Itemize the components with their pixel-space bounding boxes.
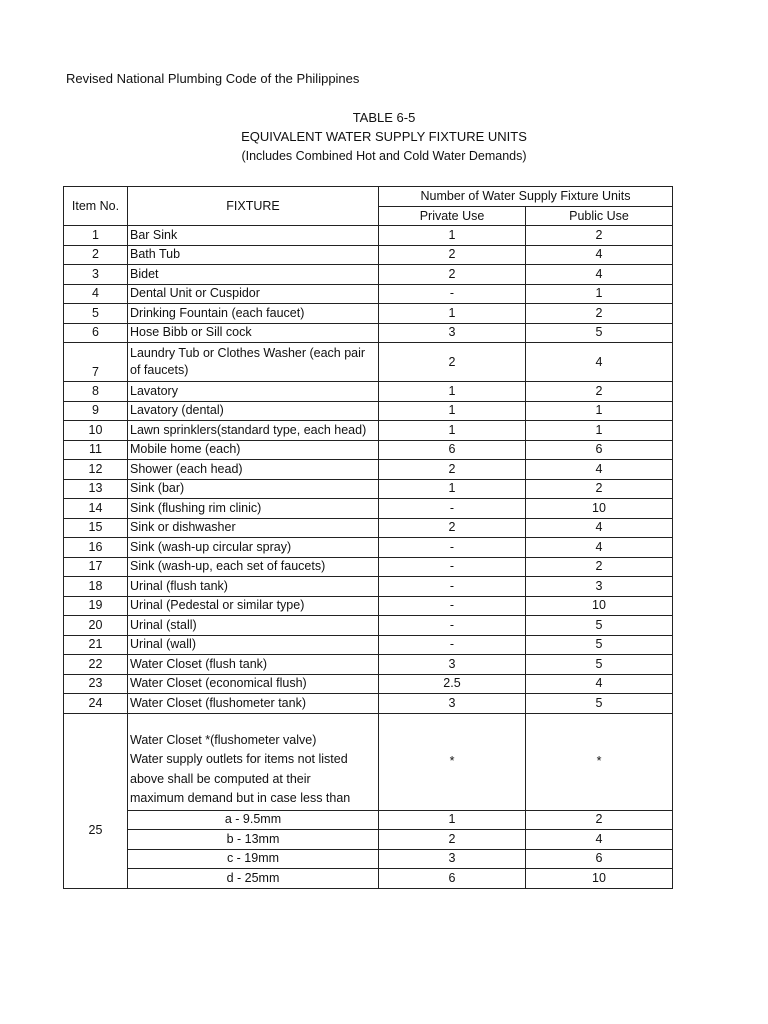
table-number: TABLE 6-5 <box>352 110 416 125</box>
private-use-cell: - <box>379 557 526 577</box>
private-use-cell: 1 <box>379 421 526 441</box>
size-cell: d - 25mm <box>128 869 379 889</box>
fixture-cell: Lawn sprinklers(standard type, each head) <box>128 421 379 441</box>
fixture-cell: Sink (flushing rim clinic) <box>128 499 379 519</box>
table-subrow <box>64 830 673 850</box>
public-use-cell: 4 <box>526 830 673 850</box>
item-no-cell: 15 <box>64 518 128 538</box>
private-use-cell: - <box>379 616 526 636</box>
table-row <box>64 499 673 519</box>
public-use-cell: 4 <box>526 343 673 382</box>
item-no-cell: 14 <box>64 499 128 519</box>
private-use-cell: 2 <box>379 265 526 285</box>
document-header: Revised National Plumbing Code of the Philippines <box>66 71 360 86</box>
public-use-cell: 4 <box>526 538 673 558</box>
table-row <box>64 284 673 304</box>
fixture-cell: Hose Bibb or Sill cock <box>128 323 379 343</box>
private-use-cell: - <box>379 538 526 558</box>
fixture-cell: Mobile home (each) <box>128 440 379 460</box>
size-cell: b - 13mm <box>128 830 379 850</box>
public-use-cell: 5 <box>526 616 673 636</box>
public-use-cell: 4 <box>526 460 673 480</box>
fixture-line: Water supply outlets for items not listed <box>130 752 348 766</box>
fixture-cell: Shower (each head) <box>128 460 379 480</box>
private-use-cell: 1 <box>379 810 526 830</box>
table-title: EQUIVALENT WATER SUPPLY FIXTURE UNITS <box>241 129 527 144</box>
public-use-cell: 2 <box>526 304 673 324</box>
private-use-cell: - <box>379 635 526 655</box>
item-no-cell: 24 <box>64 694 128 714</box>
private-use-cell: 2 <box>379 830 526 850</box>
table-row <box>64 382 673 402</box>
col-header-item-no: Item No. <box>64 187 128 226</box>
fixture-line: above shall be computed at their <box>130 771 311 786</box>
public-use-cell: 2 <box>526 382 673 402</box>
fixture-cell: Urinal (flush tank) <box>128 577 379 597</box>
item-no-cell: 3 <box>64 265 128 285</box>
item-no-cell: 4 <box>64 284 128 304</box>
table-row <box>64 226 673 246</box>
fixture-cell: Lavatory (dental) <box>128 401 379 421</box>
public-use-cell: 10 <box>526 869 673 889</box>
private-use-cell: 3 <box>379 694 526 714</box>
public-use-cell: 4 <box>526 674 673 694</box>
public-use-cell: 4 <box>526 245 673 265</box>
public-use-cell: 4 <box>526 265 673 285</box>
item-no-cell: 12 <box>64 460 128 480</box>
item-no-cell: 8 <box>64 382 128 402</box>
fixture-cell: Sink (wash-up, each set of faucets) <box>128 557 379 577</box>
table-row <box>64 421 673 441</box>
fixture-cell: Water Closet (economical flush) <box>128 674 379 694</box>
fixture-cell: Bar Sink <box>128 226 379 246</box>
table-row <box>64 304 673 324</box>
private-use-cell: 2.5 <box>379 674 526 694</box>
fixture-cell: Urinal (stall) <box>128 616 379 636</box>
fixture-cell: Drinking Fountain (each faucet) <box>128 304 379 324</box>
public-use-cell: 3 <box>526 577 673 597</box>
item-no-cell: 16 <box>64 538 128 558</box>
fixture-units-table <box>63 186 673 889</box>
public-use-cell: 2 <box>526 226 673 246</box>
public-use-cell: 2 <box>526 810 673 830</box>
table-row <box>64 596 673 616</box>
item-no-cell: 9 <box>64 401 128 421</box>
public-use-cell: 5 <box>526 655 673 675</box>
private-use-cell: - <box>379 577 526 597</box>
fixture-cell: Urinal (Pedestal or similar type) <box>128 596 379 616</box>
fixture-line: Water Closet *(flushometer valve) <box>130 732 317 747</box>
public-use-cell: 10 <box>526 499 673 519</box>
col-header-public: Public Use <box>526 207 673 226</box>
private-use-cell: - <box>379 284 526 304</box>
table-row <box>64 557 673 577</box>
public-use-cell: 1 <box>526 421 673 441</box>
table-subrow <box>64 849 673 869</box>
table-row <box>64 323 673 343</box>
fixture-line: maximum demand but in case less than <box>130 791 351 805</box>
table-row <box>64 616 673 636</box>
size-cell: c - 19mm <box>128 849 379 869</box>
item-no-cell: 20 <box>64 616 128 636</box>
item-no-cell: 5 <box>64 304 128 324</box>
private-use-cell: 6 <box>379 869 526 889</box>
item-no-cell: 11 <box>64 440 128 460</box>
private-use-cell: 3 <box>379 849 526 869</box>
table-subtitle: (Includes Combined Hot and Cold Water Demands) <box>241 149 527 163</box>
fixture-cell <box>128 343 379 382</box>
table-row <box>64 245 673 265</box>
public-use-cell: 2 <box>526 557 673 577</box>
table-row <box>64 635 673 655</box>
public-use-cell: 6 <box>526 440 673 460</box>
col-header-units-group: Number of Water Supply Fixture Units <box>379 187 673 207</box>
size-cell: a - 9.5mm <box>128 810 379 830</box>
private-use-cell: 6 <box>379 440 526 460</box>
public-use-cell: 2 <box>526 479 673 499</box>
col-header-private: Private Use <box>379 207 526 226</box>
public-use-cell: 5 <box>526 635 673 655</box>
fixture-cell: Water Closet (flush tank) <box>128 655 379 675</box>
item-no-cell: 10 <box>64 421 128 441</box>
table-subrow <box>64 810 673 830</box>
private-use-cell: 2 <box>379 518 526 538</box>
public-use-cell: 5 <box>526 323 673 343</box>
private-use-cell: 2 <box>379 343 526 382</box>
private-use-cell: - <box>379 596 526 616</box>
private-use-cell: * <box>379 713 526 810</box>
fixture-cell: Dental Unit or Cuspidor <box>128 284 379 304</box>
item-no-cell: 13 <box>64 479 128 499</box>
table-row <box>64 538 673 558</box>
fixture-cell: Sink or dishwasher <box>128 518 379 538</box>
table-row <box>64 265 673 285</box>
table-row <box>64 460 673 480</box>
fixture-line: of faucets) <box>130 363 189 377</box>
table-row <box>64 518 673 538</box>
table-row <box>64 655 673 675</box>
fixture-cell: Water Closet (flushometer tank) <box>128 694 379 714</box>
private-use-cell: 1 <box>379 226 526 246</box>
item-no-cell: 6 <box>64 323 128 343</box>
private-use-cell: 1 <box>379 479 526 499</box>
fixture-cell: Bath Tub <box>128 245 379 265</box>
item-no-cell: 22 <box>64 655 128 675</box>
table-row <box>64 577 673 597</box>
public-use-cell: 6 <box>526 849 673 869</box>
item-no-cell: 18 <box>64 577 128 597</box>
fixture-cell: Bidet <box>128 265 379 285</box>
table-row <box>64 440 673 460</box>
private-use-cell: 1 <box>379 382 526 402</box>
item-no-cell: 7 <box>64 343 128 382</box>
private-use-cell: 1 <box>379 401 526 421</box>
item-no-cell: 1 <box>64 226 128 246</box>
table-row <box>64 479 673 499</box>
item-no-cell: 23 <box>64 674 128 694</box>
private-use-cell: 2 <box>379 460 526 480</box>
public-use-cell: 5 <box>526 694 673 714</box>
table-row <box>64 401 673 421</box>
public-use-cell: 4 <box>526 518 673 538</box>
fixture-line: Laundry Tub or Clothes Washer (each pair <box>130 346 366 360</box>
col-header-fixture: FIXTURE <box>128 187 379 226</box>
table-row <box>64 343 673 382</box>
private-use-cell: 2 <box>379 245 526 265</box>
fixture-cell: Urinal (wall) <box>128 635 379 655</box>
public-use-cell: 10 <box>526 596 673 616</box>
public-use-cell: * <box>526 713 673 810</box>
table-row <box>64 694 673 714</box>
table-row <box>64 674 673 694</box>
fixture-cell: Sink (wash-up circular spray) <box>128 538 379 558</box>
private-use-cell: 3 <box>379 655 526 675</box>
public-use-cell: 1 <box>526 284 673 304</box>
private-use-cell: 1 <box>379 304 526 324</box>
item-no-cell: 21 <box>64 635 128 655</box>
fixture-cell: Lavatory <box>128 382 379 402</box>
table-subrow <box>64 869 673 889</box>
private-use-cell: 3 <box>379 323 526 343</box>
item-no-cell: 2 <box>64 245 128 265</box>
table-row <box>64 713 673 810</box>
item-no-cell: 19 <box>64 596 128 616</box>
private-use-cell: - <box>379 499 526 519</box>
item-no-cell: 17 <box>64 557 128 577</box>
fixture-cell: Sink (bar) <box>128 479 379 499</box>
public-use-cell: 1 <box>526 401 673 421</box>
fixture-cell <box>128 713 379 810</box>
item-no-cell: 25 <box>64 713 128 888</box>
